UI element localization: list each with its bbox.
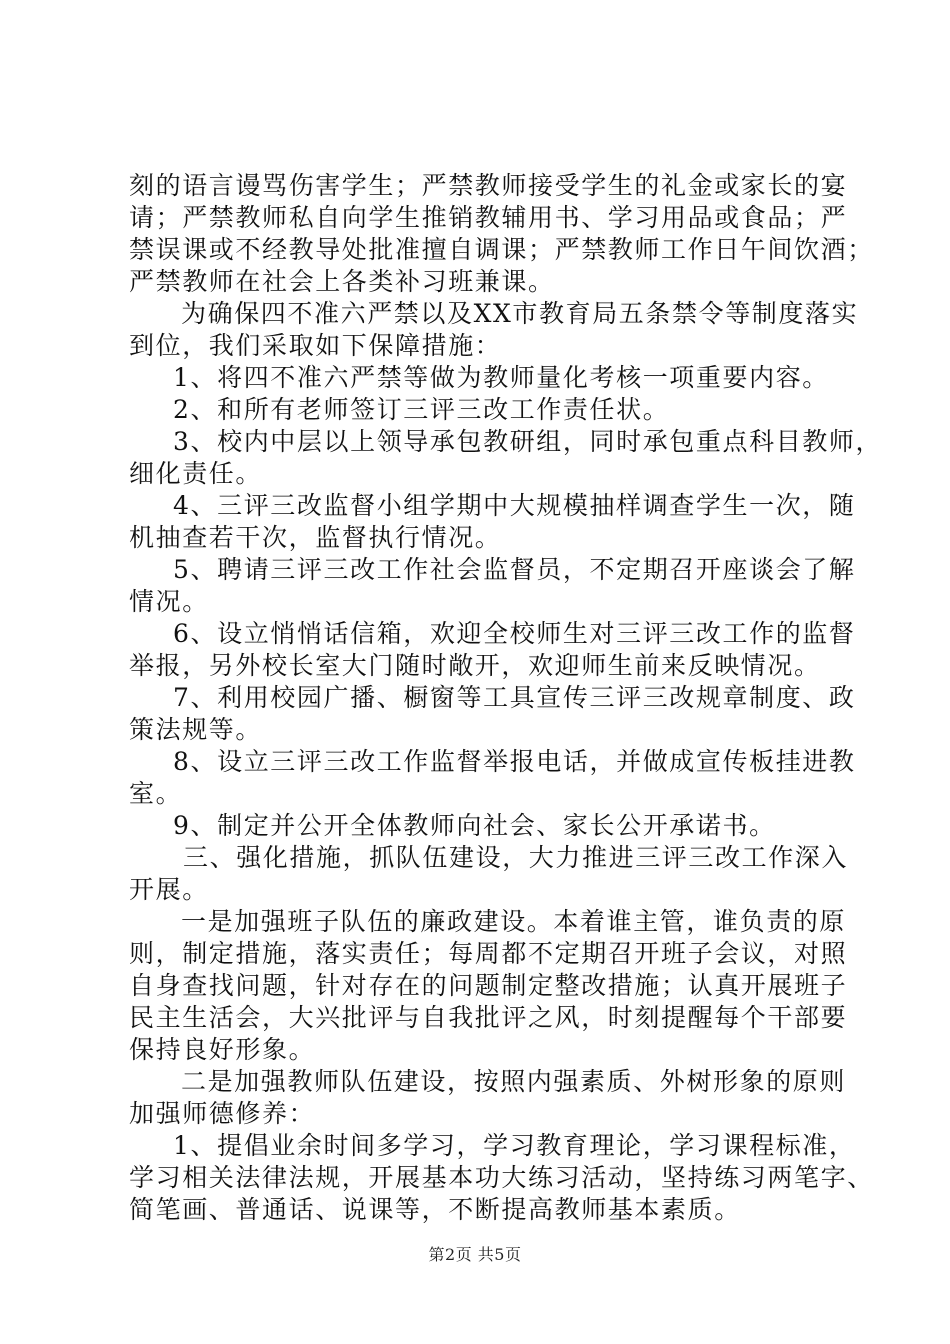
text-line: 学习相关法律法规，开展基本功大练习活动，坚持练习两笔字、 — [129, 1163, 874, 1192]
text-line: 到位，我们采取如下保障措施： — [129, 331, 502, 360]
text-line: 禁误课或不经教导处批准擅自调课；严禁教师工作日午间饮酒； — [129, 235, 874, 264]
text-line: 简笔画、普通话、说课等，不断提高教师基本素质。 — [129, 1195, 741, 1224]
paragraph-first-line: 二是加强教师队伍建设，按照内强素质、外树形象的原则 — [181, 1067, 847, 1096]
text-line: 请；严禁教师私自向学生推销教辅用书、学习用品或食品；严 — [129, 203, 848, 232]
list-item: 1、提倡业余时间多学习，学习教育理论，学习课程标准， — [173, 1131, 856, 1160]
list-item: 4、三评三改监督小组学期中大规模抽样调查学生一次，随 — [173, 491, 856, 520]
list-item: 5、聘请三评三改工作社会监督员，不定期召开座谈会了解 — [173, 555, 856, 584]
document-body — [129, 170, 883, 1226]
text-line: 开展。 — [129, 875, 209, 904]
list-item: 7、利用校园广播、橱窗等工具宣传三评三改规章制度、政 — [173, 683, 856, 712]
text-line: 情况。 — [129, 587, 209, 616]
text-line: 严禁教师在社会上各类补习班兼课。 — [129, 267, 555, 296]
list-item: 2、和所有老师签订三评三改工作责任状。 — [173, 395, 670, 424]
text-line: 策法规等。 — [129, 715, 263, 744]
paragraph-first-line: 为确保四不准六严禁以及XX市教育局五条禁令等制度落实 — [181, 299, 859, 328]
page-number-footer: 第2页 共5页 — [428, 1245, 522, 1264]
text-line: 刻的语言谩骂伤害学生；严禁教师接受学生的礼金或家长的宴 — [129, 171, 848, 200]
section-heading: 三、强化措施，抓队伍建设，大力推进三评三改工作深入 — [183, 843, 849, 872]
list-item: 6、设立悄悄话信箱，欢迎全校师生对三评三改工作的监督 — [173, 619, 856, 648]
text-line: 则，制定措施，落实责任；每周都不定期召开班子会议，对照 — [129, 939, 848, 968]
list-item: 9、制定并公开全体教师向社会、家长公开承诺书。 — [173, 811, 776, 840]
paragraph-first-line: 一是加强班子队伍的廉政建设。本着谁主管，谁负责的原 — [181, 907, 847, 936]
list-item: 8、设立三评三改工作监督举报电话，并做成宣传板挂进教 — [173, 747, 856, 776]
text-line: 举报，另外校长室大门随时敞开，欢迎师生前来反映情况。 — [129, 651, 821, 680]
text-line: 民主生活会，大兴批评与自我批评之风，时刻提醒每个干部要 — [129, 1003, 848, 1032]
list-item: 3、校内中层以上领导承包教研组，同时承包重点科目教师， — [173, 427, 883, 456]
text-line: 细化责任。 — [129, 459, 263, 488]
text-line: 室。 — [129, 779, 183, 808]
text-line: 机抽查若干次，监督执行情况。 — [129, 523, 502, 552]
text-line: 保持良好形象。 — [129, 1035, 316, 1064]
text-line: 自身查找问题，针对存在的问题制定整改措施；认真开展班子 — [129, 971, 848, 1000]
list-item: 1、将四不准六严禁等做为教师量化考核一项重要内容。 — [173, 363, 829, 392]
text-line: 加强师德修养： — [129, 1099, 316, 1128]
